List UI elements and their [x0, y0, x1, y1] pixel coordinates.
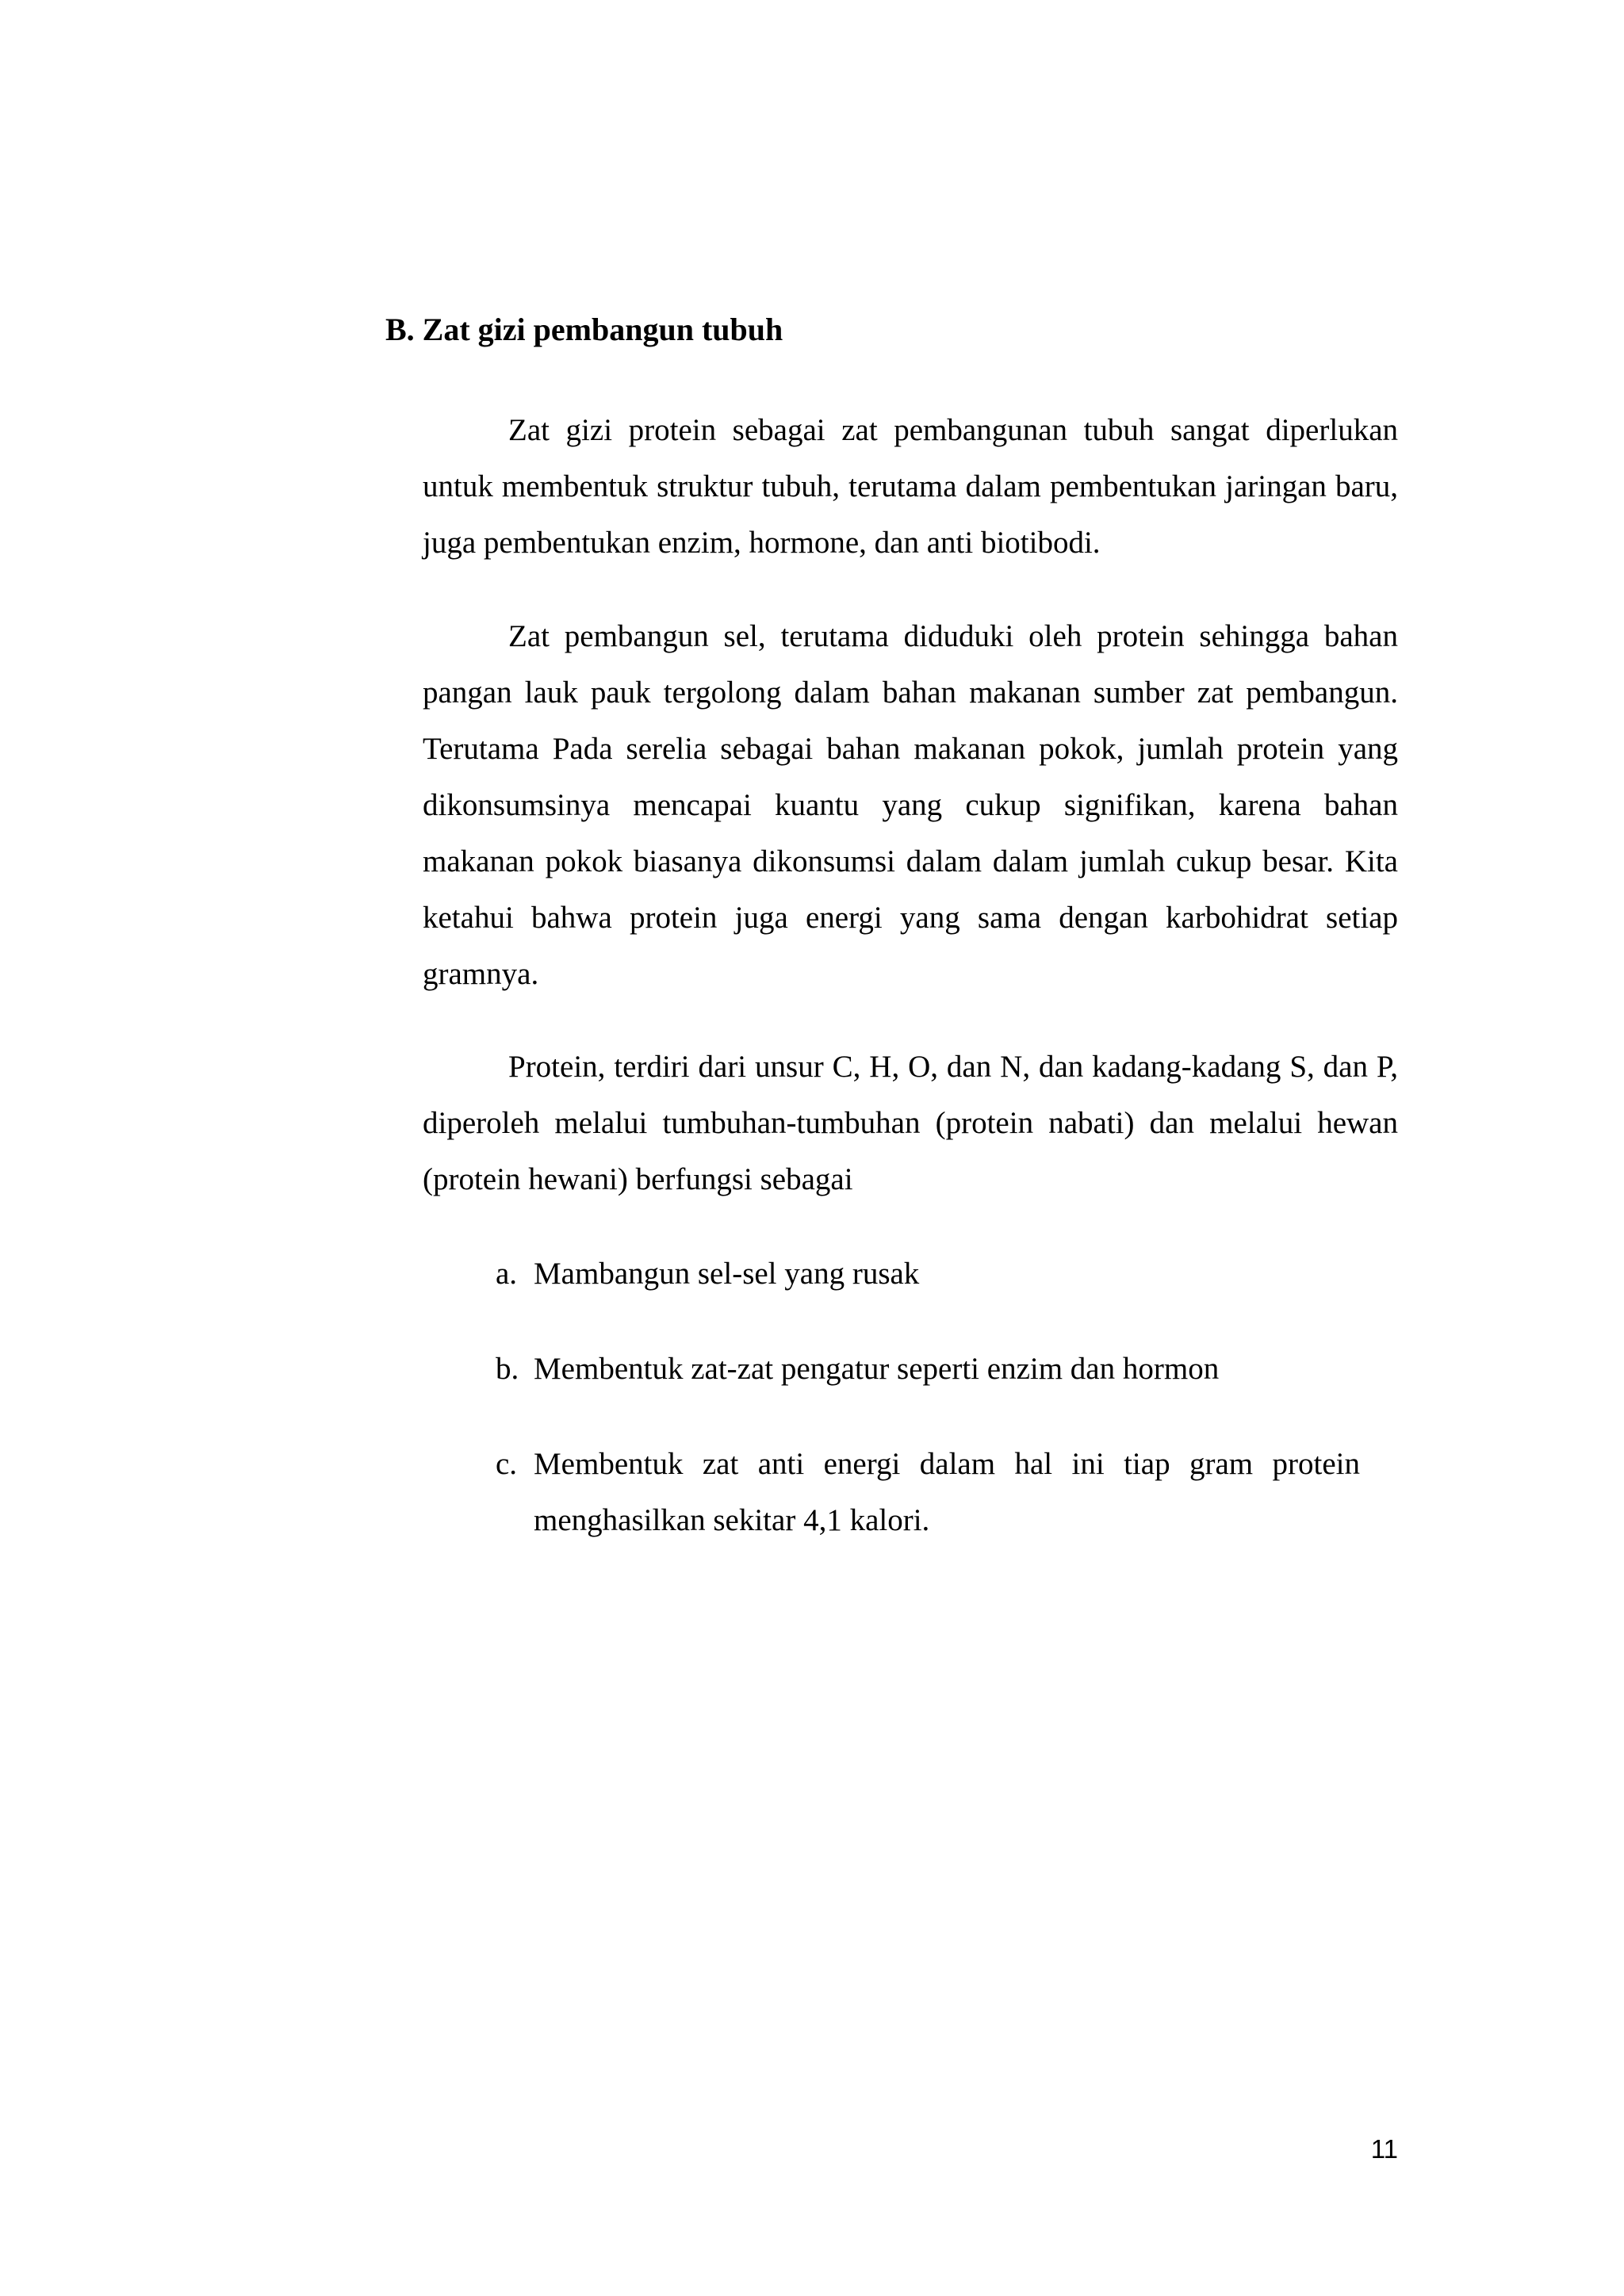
- list-item-text: Mambangun sel-sel yang rusak: [534, 1257, 920, 1291]
- section-heading: B. Zat gizi pembangun tubuh: [385, 312, 783, 347]
- list-item-text: Membentuk zat anti energi dalam hal ini tiap gram protein menghasilkan sekitar 4,1 kalori.: [534, 1447, 1360, 1537]
- page-number: 11: [1370, 2134, 1398, 2164]
- list-marker: c.: [496, 1447, 518, 1481]
- list-item-a: [496, 1246, 1360, 1302]
- list-item-c: [496, 1436, 1360, 1548]
- list-marker: a.: [496, 1257, 518, 1291]
- paragraph-3: Protein, terdiri dari unsur C, H, O, dan N, dan kadang-kadang S, dan P, diperoleh melalui tumbuhan-tumbuhan (protein nabati) dan melalui hewan (protein hewani) berfungsi sebagai: [423, 1050, 1398, 1196]
- list-item-b: [496, 1341, 1360, 1397]
- list-item-text: Membentuk zat-zat pengatur seperti enzim dan hormon: [534, 1352, 1220, 1386]
- paragraph-1: Zat gizi protein sebagai zat pembangunan tubuh sangat diperlukan untuk membentuk struktur tubuh, terutama dalam pembentukan jaringan baru, juga pembentukan enzim, hormone, dan anti biotibodi.: [423, 413, 1398, 560]
- paragraph-2: Zat pembangun sel, terutama diduduki oleh protein sehingga bahan pangan lauk pauk tergolong dalam bahan makanan sumber zat pembangun. Terutama Pada serelia sebagai bahan makanan pokok, jumlah protein yang dikonsumsinya mencapai kuantu yang cukup signifikan, karena bahan makanan pokok biasanya dikonsumsi dalam dalam jumlah cukup besar. Kita ketahui bahwa protein juga energi yang sama dengan karbohidrat setiap gramnya.: [423, 619, 1398, 991]
- function-list: [496, 1246, 1360, 1587]
- list-marker: b.: [496, 1352, 519, 1386]
